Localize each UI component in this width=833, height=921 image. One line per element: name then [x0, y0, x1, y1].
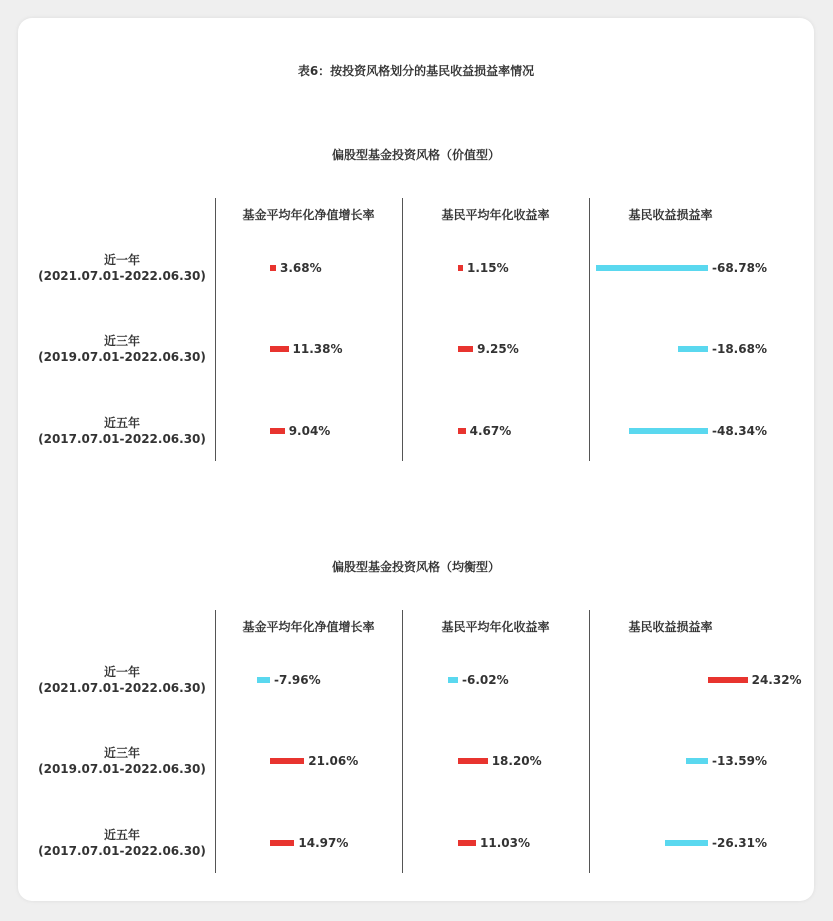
- data-label: 11.03%: [480, 836, 530, 850]
- column-header: 基民平均年化收益率: [441, 208, 550, 222]
- chart-card: [18, 18, 814, 901]
- data-label: 21.06%: [308, 754, 359, 768]
- data-label: -6.02%: [462, 673, 509, 687]
- panel-title: 偏股型基金投资风格（价值型）: [331, 148, 500, 162]
- row-label: [32, 415, 212, 447]
- data-label: 14.97%: [298, 836, 349, 850]
- row-date-range: (2019.07.01-2022.06.30): [38, 762, 206, 776]
- bar: [270, 758, 304, 764]
- row-date-range: (2017.07.01-2022.06.30): [38, 844, 206, 858]
- bar: [708, 677, 748, 683]
- data-label: 11.38%: [292, 342, 343, 356]
- data-label: -48.34%: [712, 424, 767, 438]
- row-date-range: (2017.07.01-2022.06.30): [38, 432, 206, 446]
- bar: [448, 677, 458, 683]
- panel-title: 偏股型基金投资风格（均衡型）: [331, 560, 500, 574]
- bar: [596, 265, 708, 271]
- column-divider: [215, 198, 216, 461]
- row-label: [32, 664, 212, 696]
- data-label: -68.78%: [712, 261, 767, 275]
- bar: [270, 840, 294, 846]
- bar: [270, 346, 289, 352]
- row-period: 近三年: [103, 334, 140, 348]
- row-date-range: (2019.07.01-2022.06.30): [38, 350, 206, 364]
- data-label: 24.32%: [751, 673, 802, 687]
- bar: [257, 677, 270, 683]
- row-date-range: (2021.07.01-2022.06.30): [38, 681, 206, 695]
- chart-title: 表6：按投资风格划分的基民收益损益率情况: [297, 64, 535, 78]
- data-label: -7.96%: [274, 673, 321, 687]
- row-label: [32, 827, 212, 859]
- column-header: 基民收益损益率: [628, 208, 713, 222]
- bar: [458, 758, 488, 764]
- row-date-range: (2021.07.01-2022.06.30): [38, 269, 206, 283]
- bar: [665, 840, 708, 846]
- bar: [686, 758, 708, 764]
- row-label: [32, 745, 212, 777]
- column-divider: [215, 610, 216, 873]
- data-label: 9.04%: [288, 424, 331, 438]
- bar: [458, 840, 476, 846]
- data-label: -13.59%: [712, 754, 767, 768]
- column-header: 基民收益损益率: [628, 620, 713, 634]
- data-label: 18.20%: [491, 754, 542, 768]
- row-period: 近一年: [103, 253, 140, 267]
- bar: [678, 346, 708, 352]
- row-label: [32, 333, 212, 365]
- row-period: 近一年: [103, 665, 140, 679]
- column-divider: [589, 198, 590, 461]
- bar: [458, 265, 463, 271]
- row-period: 近三年: [103, 746, 140, 760]
- column-divider: [402, 610, 403, 873]
- row-label: [32, 252, 212, 284]
- bar: [270, 265, 276, 271]
- data-label: 9.25%: [477, 342, 519, 356]
- bar: [458, 428, 466, 434]
- column-header: 基金平均年化净值增长率: [242, 620, 375, 634]
- bar: [458, 346, 473, 352]
- bar: [270, 428, 285, 434]
- data-label: -18.68%: [712, 342, 767, 356]
- column-header: 基金平均年化净值增长率: [242, 208, 375, 222]
- row-period: 近五年: [103, 828, 140, 842]
- column-divider: [402, 198, 403, 461]
- data-label: 3.68%: [280, 261, 322, 275]
- column-divider: [589, 610, 590, 873]
- data-label: -26.31%: [712, 836, 767, 850]
- data-label: 4.67%: [469, 424, 512, 438]
- column-header: 基民平均年化收益率: [441, 620, 550, 634]
- bar: [629, 428, 708, 434]
- data-label: 1.15%: [467, 261, 509, 275]
- row-period: 近五年: [103, 416, 140, 430]
